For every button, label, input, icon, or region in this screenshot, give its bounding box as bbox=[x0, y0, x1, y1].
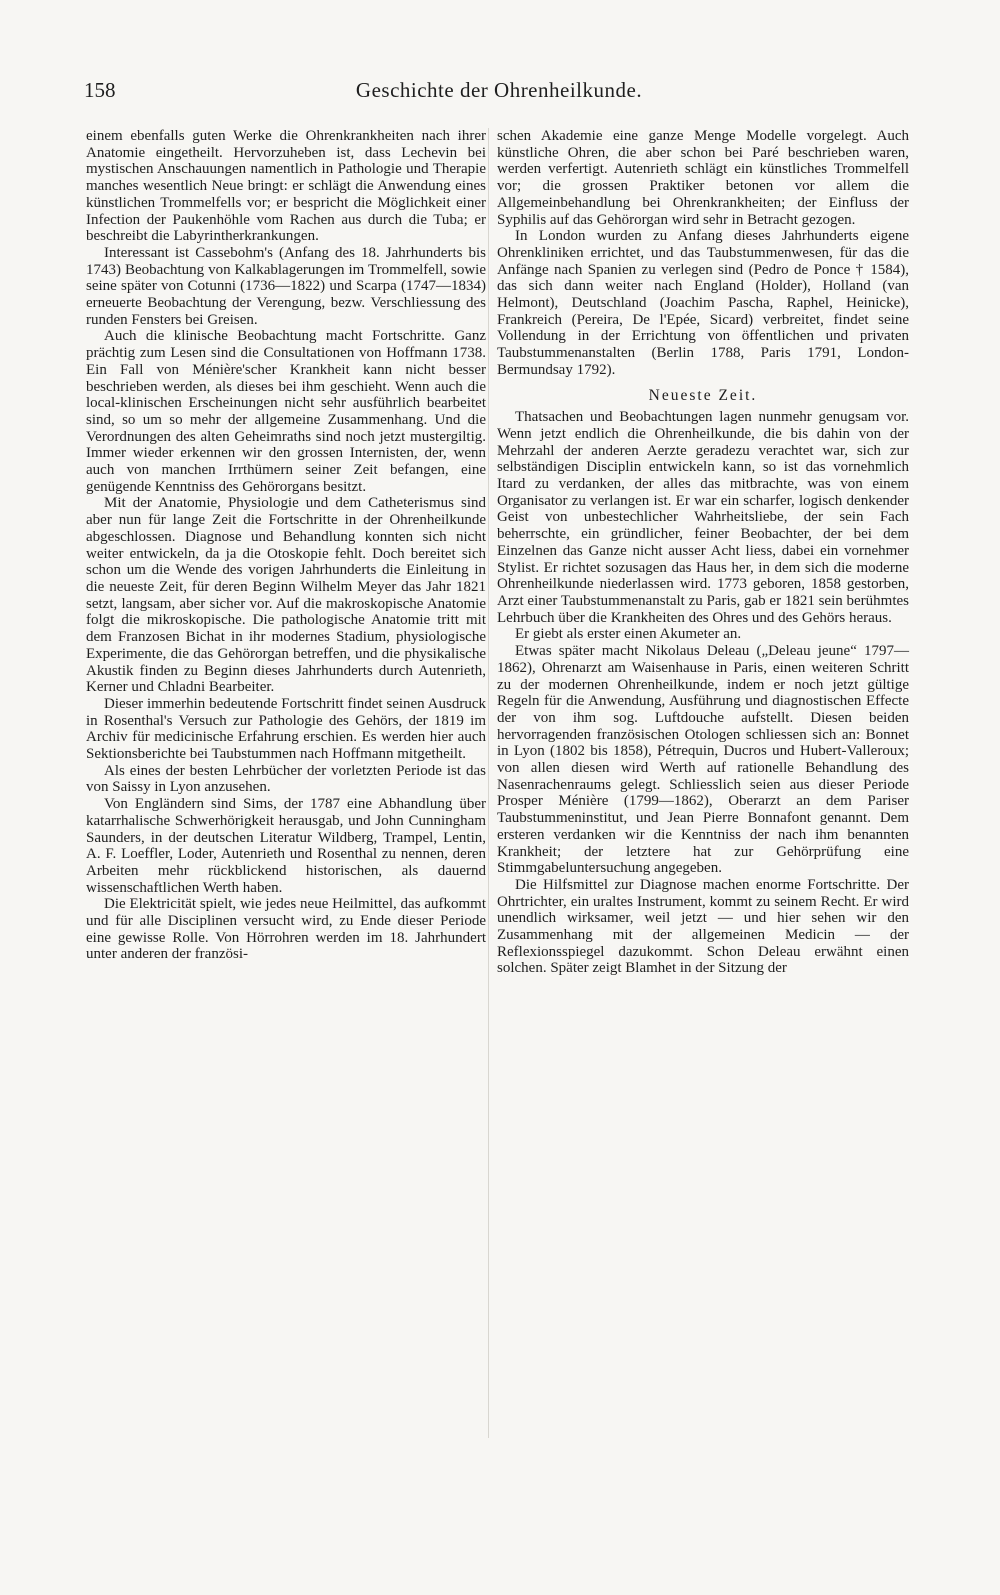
paragraph: Interessant ist Cassebohm's (Anfang des 18. Jahrhunderts bis 1743) Beobachtung von Kalkablagerungen im Trommelfell, sowie seine später von Cotunni (1736—1822) und Scarpa (1747—1834) erneuerte Beobachtung der Verengung, bezw. Verschliessung des runden Fensters bei Greisen. bbox=[86, 244, 486, 328]
paragraph: Auch die klinische Beobachtung macht Fortschritte. Ganz prächtig zum Lesen sind die Consultationen von Hoffmann 1738. Ein Fall von Ménière'scher Krankheit kann nicht besser beschrieben werden, als dieses bei ihm geschieht. Wenn auch die local-klinischen Erscheinungen nicht sehr ausführlich bearbeitet sind, so um so mehr der allgemeine Zusammenhang. Und die Verordnungen des alten Geheimraths sind noch jetzt mustergiltig. Immer wieder erkennen wir den grossen Internisten, der, wenn auch von manchen Irrthümern seiner Zeit befangen, eine genügende Kenntniss des Gehörorgans besitzt. bbox=[86, 328, 486, 495]
page-header bbox=[84, 78, 914, 112]
paragraph: Die Elektricität spielt, wie jedes neue Heilmittel, das aufkommt und für alle Disciplinen versucht wird, zu Ende dieser Periode eine gewisse Rolle. Von Hörrohren werden im 18. Jahrhundert unter anderen der französi- bbox=[86, 896, 486, 963]
column-divider bbox=[488, 128, 489, 1438]
paragraph: Er giebt als erster einen Akumeter an. bbox=[515, 626, 742, 643]
right-column bbox=[497, 128, 909, 977]
paragraph: In London wurden zu Anfang dieses Jahrhunderts eigene Ohrenkliniken errichtet, und das Taubstummenwesen, für das die Anfänge nach Spanien zu verlegen sind (Pedro de Ponce † 1584), das sich dann weiter nach England (Holder), Holland (van Helmont), Deutschland (Joachim Pascha, Raphel, Heinicke), Frankreich (Pereira, De l'Epée, Sicard) verbreitet, findet seine Vollendung in der Errichtung von öffentlichen und privaten Taubstummenanstalten (Berlin 1788, Paris 1791, London-Bermundsay 1792). bbox=[497, 228, 909, 378]
paragraph: Etwas später macht Nikolaus Deleau („Deleau jeune“ 1797—1862), Ohrenarzt am Waisenhause in Paris, einen weiteren Schritt zu der modernen Ohrenheilkunde, indem er noch jetzt gültige Regeln für die Anwendung, Ausführung und diagnostischen Effecte der von ihm sog. Luftdouche aufstellt. Diesen beiden hervorragenden französischen Otologen schliessen sich an: Bonnet in Lyon (1802 bis 1858), Pétrequin, Ducros und Hubert-Valleroux; von allen diesen wird Werth auf rationelle Behandlung des Nasenrachenraums gelegt. Schliesslich seien aus dieser Periode Prosper Ménière (1799—1862), Oberarzt an dem Pariser Taubstummeninstitut, und Jean Pierre Bonnafont genannt. Dem ersteren verdanken wir die Kenntniss der nach ihm benannten Krankheit; der letztere hat zur Gehörprüfung eine Stimmgabeluntersuchung angegeben. bbox=[497, 643, 909, 877]
section-heading: Neueste Zeit. bbox=[648, 386, 758, 404]
paragraph: Dieser immerhin bedeutende Fortschritt findet seinen Ausdruck in Rosenthal's Versuch zur Pathologie des Gehörs, der 1819 im Archiv für medicinische Erfahrung erschien. Es werden hier auch Sektionsberichte bei Taubstummen nach Hoffmann mitgetheilt. bbox=[86, 695, 486, 763]
left-column bbox=[86, 128, 486, 963]
paragraph: schen Akademie eine ganze Menge Modelle vorgelegt. Auch künstliche Ohren, die aber schon bei Paré beschrieben waren, werden verfertigt. Autenrieth schlägt ein künstliches Trommelfell vor; die grossen Praktiker betonen vor allem die Allgemeinbehandlung bei Ohrenkrankheiten; der Einfluss der Syphilis auf das Gehörorgan wird sehr in Betracht gezogen. bbox=[497, 128, 909, 228]
paragraph: Thatsachen und Beobachtungen lagen nunmehr genugsam vor. Wenn jetzt endlich die Ohrenheilkunde, die bis dahin von der Mehrzahl der anderen Aerzte geradezu verachtet war, sich zur selbständigen Disciplin entwickeln kann, so ist das vornehmlich Itard zu verdanken, der alles das mitbrachte, was von einem Organisator zu verlangen ist. Er war ein scharfer, logisch denkender Geist von unbestechlicher Wahrheitsliebe, der sein Fach beherrschte, ein gründlicher, feiner Beobachter, der bei dem Einzelnen das Ganze nicht ausser Acht liess, dabei ein vornehmer Stylist. Er richtet sozusagen das Haus her, in dem sich die moderne Ohrenheilkunde niederlassen wird. 1773 geboren, 1858 gestorben, Arzt einer Taubstummenanstalt zu Paris, gab er 1821 sein berühmtes Lehrbuch über die Krankheiten des Ohres und des Gehörs heraus. bbox=[497, 409, 909, 626]
page-number: 158 bbox=[84, 78, 116, 102]
paragraph: Von Engländern sind Sims, der 1787 eine Abhandlung über katarrhalische Schwerhörigkeit herausgab, und John Cunningham Saunders, in der deutschen Literatur Wildberg, Trampel, Lentin, A. F. Loeffler, Loder, Autenrieth und Rosenthal zu nennen, deren Arbeiten mehr rückblickend historischen, als dauernd wissenschaftlichen Werth haben. bbox=[86, 796, 486, 896]
paragraph: Die Hilfsmittel zur Diagnose machen enorme Fortschritte. Der Ohrtrichter, ein uraltes Instrument, kommt zu seinem Recht. Er wird unendlich wirksamer, weil jetzt — und hier sehen wir den Zusammenhang mit der allgemeinen Medicin — der Reflexionsspiegel dazukommt. Schon Deleau erwähnt einen solchen. Später zeigt Blamhet in der Sitzung der bbox=[497, 876, 909, 977]
paragraph: Mit der Anatomie, Physiologie und dem Catheterismus sind aber nun für lange Zeit die Fortschritte in der Ohrenheilkunde abgeschlossen. Diagnose und Behandlung konnten sich nicht weiter entwickeln, da ja die Otoskopie fehlt. Doch bereitet sich schon um die Wende des vorigen Jahrhunderts die Einleitung in die neueste Zeit, für deren Beginn Wilhelm Meyer das Jahr 1821 setzt, langsam, aber sicher vor. Auf die makroskopische Anatomie folgt die mikroskopische. Die pathologische Anatomie tritt mit dem Franzosen Bichat in ihr modernes Stadium, physiologische Experimente, die das Gehörorgan betreffen, und die physikalische Akustik finden zu Beginn dieses Jahrhunderts durch Autenrieth, Kerner und Chladni Bearbeiter. bbox=[86, 495, 486, 696]
paragraph: Als eines der besten Lehrbücher der vorletzten Periode ist das von Saissy in Lyon anzusehen. bbox=[86, 762, 486, 796]
paragraph: einem ebenfalls guten Werke die Ohrenkrankheiten nach ihrer Anatomie eingetheilt. Hervorzuheben ist, dass Lechevin bei mystischen Anschauungen namentlich in Pathologie und Therapie manches wesentlich Neue bringt: er schlägt die Anwendung eines künstlichen Trommelfells vor; er bespricht die Möglichkeit einer Infection der Paukenhöhle vom Rachen aus durch die Tuba; er beschreibt die Labyrintherkrankungen. bbox=[86, 128, 486, 245]
running-title: Geschichte der Ohrenheilkunde. bbox=[355, 78, 643, 102]
